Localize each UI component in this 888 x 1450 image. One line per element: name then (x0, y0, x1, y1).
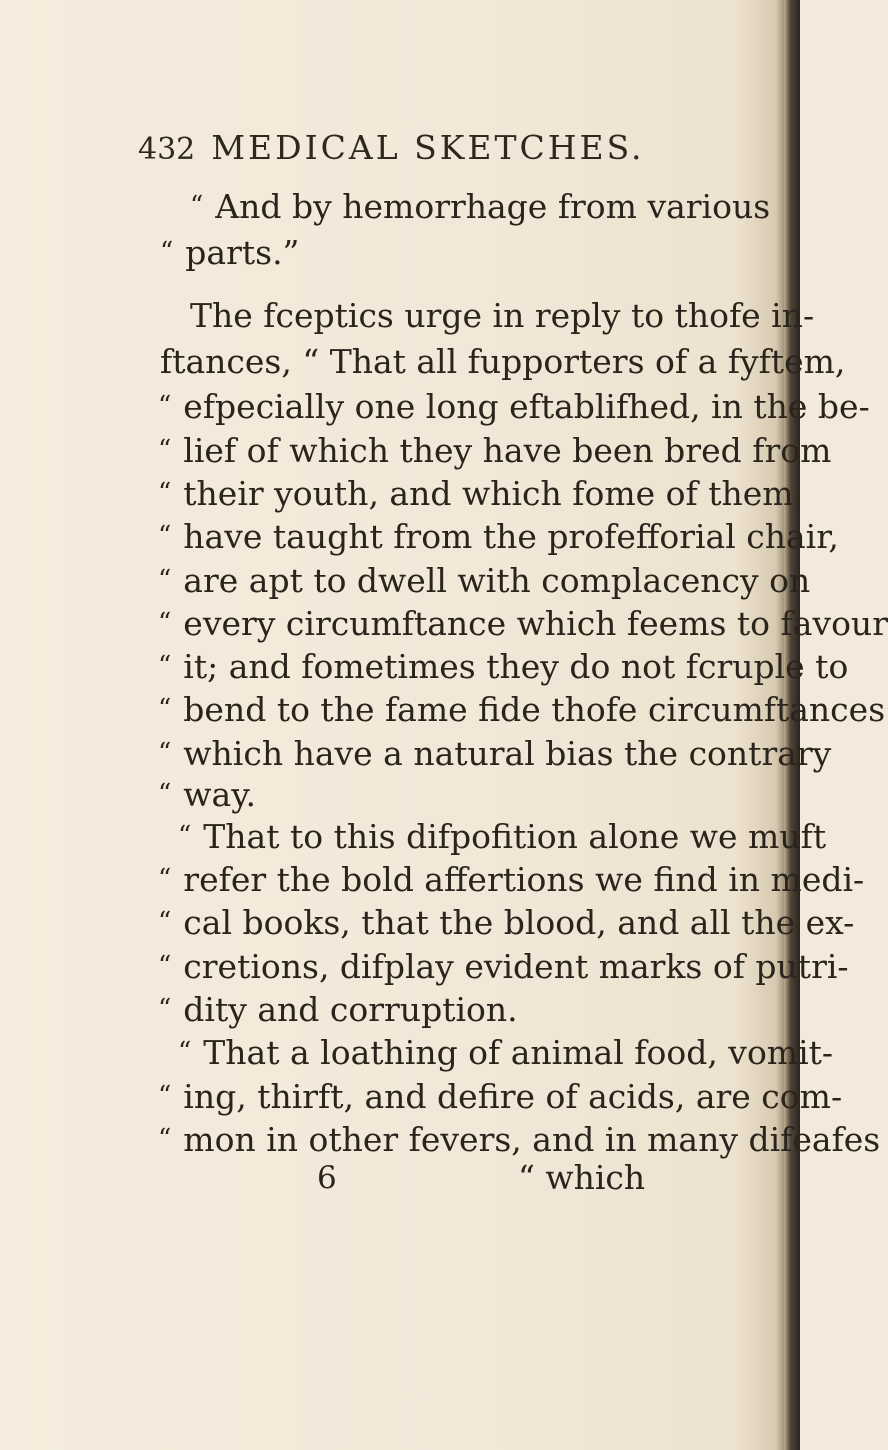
text-line (158, 989, 518, 1030)
line-text: every circumftance which feems to favour (183, 604, 888, 643)
line-text: That to this difpofition alone we muft (203, 817, 827, 856)
quote-mark: “ (158, 779, 172, 809)
page-number: 432 (138, 132, 196, 167)
running-header (138, 128, 645, 167)
quote-mark: “ (158, 738, 172, 768)
catchword: “ which (518, 1158, 646, 1197)
line-text: ing, thirft, and defire of acids, are com- (183, 1077, 843, 1116)
line-text: way. (183, 775, 256, 814)
text-line (158, 733, 831, 774)
text-line (160, 342, 845, 382)
text-line (178, 816, 826, 857)
line-text: dity and corruption. (183, 990, 518, 1029)
text-line (178, 1032, 833, 1073)
line-text: are apt to dwell with complacency on (183, 561, 811, 600)
line-text: That a loathing of animal food, vomit- (203, 1033, 834, 1072)
text-line (158, 1119, 880, 1160)
text-line (158, 774, 256, 815)
line-text: their youth, and which fome of them (183, 474, 794, 513)
line-text: cretions, difplay evident marks of putri- (183, 947, 849, 986)
line-text: have taught from the profefforial chair, (183, 517, 839, 556)
quote-mark: “ (190, 191, 204, 221)
quote-mark: “ (158, 907, 172, 937)
signature-mark: 6 (317, 1160, 337, 1196)
quote-mark: “ (160, 237, 174, 267)
line-text: efpecially one long eftablifhed, in the be- (183, 387, 870, 426)
line-text: ftances, “ That all fupporters of a fyftem, (160, 342, 846, 381)
line-text: mon in other fevers, and in many difeafes (183, 1120, 881, 1159)
text-line (158, 689, 885, 730)
quote-mark: “ (158, 864, 172, 894)
line-text: lief of which they have been bred from (183, 431, 832, 470)
text-line (158, 516, 839, 557)
text-line (190, 186, 770, 227)
quote-mark: “ (158, 521, 172, 551)
line-text: parts.” (185, 233, 300, 272)
quote-mark: “ (158, 565, 172, 595)
text-line (190, 296, 814, 336)
line-text: bend to the fame fide thofe circumftances (183, 690, 886, 729)
text-line (160, 232, 299, 273)
line-text: cal books, that the blood, and all the ex- (183, 903, 855, 942)
text-line (158, 859, 864, 900)
text-line (158, 1076, 842, 1117)
line-text: it; and fometimes they do not fcruple to (183, 647, 849, 686)
line-text: which have a natural bias the contrary (183, 734, 832, 773)
text-line (158, 646, 848, 687)
line-text: The fceptics urge in reply to thofe in- (190, 296, 815, 335)
quote-mark: “ (158, 1081, 172, 1111)
text-line (158, 946, 849, 987)
quote-mark: “ (158, 478, 172, 508)
quote-mark: “ (158, 994, 172, 1024)
text-line (158, 902, 854, 943)
text-line (158, 603, 888, 644)
quote-mark: “ (158, 608, 172, 638)
quote-mark: “ (178, 821, 192, 851)
text-line (158, 473, 794, 514)
quote-mark: “ (158, 694, 172, 724)
line-text: And by hemorrhage from various (215, 187, 771, 226)
text-line (158, 560, 810, 601)
quote-mark: “ (158, 651, 172, 681)
text-line (158, 386, 870, 427)
line-text: refer the bold affertions we find in medi- (183, 860, 865, 899)
quote-mark: “ (178, 1037, 192, 1067)
quote-mark: “ (158, 391, 172, 421)
running-title: MEDICAL SKETCHES. (211, 128, 645, 167)
quote-mark: “ (158, 951, 172, 981)
text-line (158, 430, 831, 471)
quote-mark: “ (158, 1124, 172, 1154)
quote-mark: “ (158, 435, 172, 465)
